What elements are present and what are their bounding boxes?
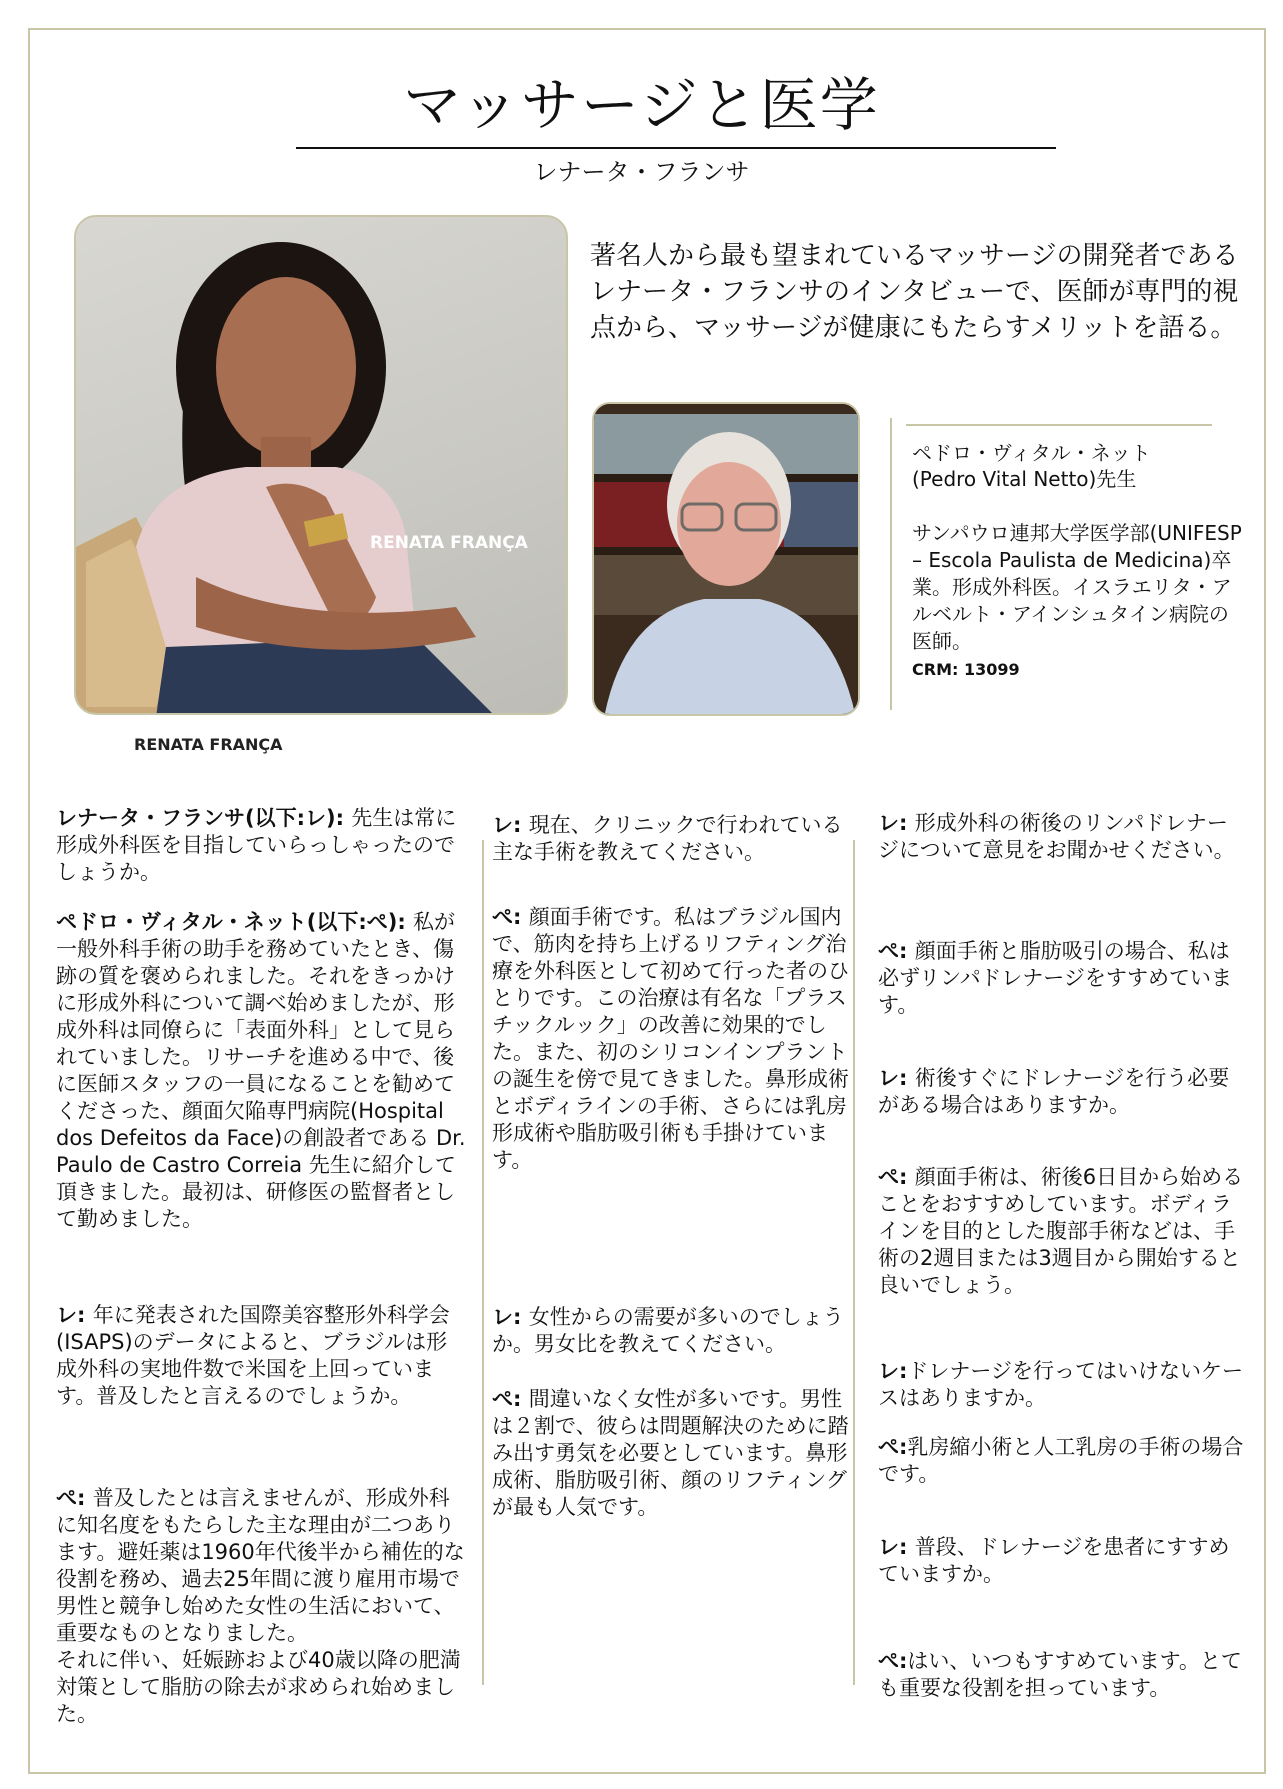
author-byline: レナータ・フランサ — [533, 158, 750, 186]
column-divider — [482, 840, 484, 1685]
intro-text: 著名人から最も望まれているマッサージの開発者であるレナータ・フランサのインタビューで、医師が専門的視点から、マッサージが健康にもたらすメリットを語る。 — [590, 241, 1239, 343]
answer: ペドロ・ヴィタル・ネット(以下:ぺ): 私が一般外科手術の助手を務めていたとき、傷跡の質を褒められました。それをきっかけに形成外科について調べ始めましたが、形成外科は同僚らに「表面外科」として見られていました。リサーチを進める中で、後に医師スタッフの一員になることを勧めてくださった、顔面欠陥専門病院(Hospital dos Defeitos da Face)の創設者である Dr. Paulo de Castro Correia 先生に紹介して頂きました。最初は、研修医の監督者として勤めました。 — [56, 910, 466, 1231]
photo-caption: RENATA FRANÇA — [134, 735, 283, 754]
answer: ぺ: 顔面手術と脂肪吸引の場合、私は必ずリンパドレナージをすすめています。 — [878, 939, 1233, 1017]
photo-overlay-caption: RENATA FRANÇA — [370, 533, 528, 553]
question: レ: 年に発表された国際美容整形外科学会(ISAPS)のデータによると、ブラジルは形成外科の実地件数で米国を上回っています。普及したと言えるのでしょうか。 — [56, 1303, 450, 1408]
answer: ぺ: 顔面手術は、術後6日目から始めることをおすすめしています。ボディラインを目的とした腹部手術などは、手術の2週目または3週目から開始すると良いでしょう。 — [878, 1165, 1244, 1297]
question: レ: 女性からの需要が多いのでしょうか。男女比を教えてください。 — [492, 1305, 844, 1356]
answer: ぺ: 普及したとは言えませんが、形成外科に知名度をもたらした主な理由が二つあります。避妊薬は1960年代後半から補佐的な役割を務め、過去25年間に渡り雇用市場で男性と競争し始めた女性の生活において、重要なものとなりました。 それに伴い、妊娠跡および40歳以降の肥満対策として脂肪の除去が求められ始めました。 — [56, 1486, 465, 1726]
question: レナータ・フランサ(以下:レ): 先生は常に形成外科医を目指していらっしゃったのでしょうか。 — [56, 806, 457, 884]
bookshelf-portrait-illustration — [594, 404, 860, 716]
answer: ぺ:乳房縮小術と人工乳房の手術の場合です。 — [878, 1435, 1244, 1486]
title-underline — [296, 147, 1056, 149]
renata-franca-photo — [74, 215, 568, 715]
doctor-bio: サンパウロ連邦大学医学部(UNIFESP – Escola Paulista de Medicina)卒業。形成外科医。イスラエリタ・アルベルト・アインシュタイン病院の医師。 — [912, 521, 1242, 653]
doctor-name: ペドロ・ヴィタル・ネット (Pedro Vital Netto)先生 — [912, 441, 1151, 491]
question: レ: 術後すぐにドレナージを行う必要がある場合はありますか。 — [878, 1066, 1230, 1117]
doctor-photo — [592, 402, 860, 716]
answer: ぺ: 顔面手術です。私はブラジル国内で、筋肉を持ち上げるリフティング治療を外科医として初めて行った者のひとりです。この治療は有名な「プラスチックルック」の改善に効果的でした。また、初のシリコンインプラントの誕生を傍で見てきました。鼻形成術とボディラインの手術、さらには乳房形成術や脂肪吸引術も手掛けています。 — [492, 905, 849, 1172]
answer: ぺ:はい、いつもすすめています。とても重要な役割を担っています。 — [878, 1649, 1242, 1700]
bio-top-rule — [906, 424, 1212, 426]
page-title: マッサージと医学 — [403, 71, 880, 139]
doctor-crm: CRM: 13099 — [912, 660, 1020, 679]
column-divider — [853, 840, 855, 1685]
bio-left-rule — [890, 418, 892, 710]
portrait-illustration — [76, 217, 568, 715]
question: レ:ドレナージを行ってはいけないケースはありますか。 — [878, 1359, 1243, 1410]
question: レ: 普段、ドレナージを患者にすすめていますか。 — [878, 1535, 1230, 1586]
answer: ぺ: 間違いなく女性が多いです。男性は２割で、彼らは問題解決のために踏み出す勇気を必要としています。鼻形成術、脂肪吸引術、顔のリフティングが最も人気です。 — [492, 1387, 849, 1519]
question: レ: 現在、クリニックで行われている主な手術を教えてください。 — [492, 813, 843, 864]
question: レ: 形成外科の術後のリンパドレナージについて意見をお聞かせください。 — [878, 811, 1235, 862]
